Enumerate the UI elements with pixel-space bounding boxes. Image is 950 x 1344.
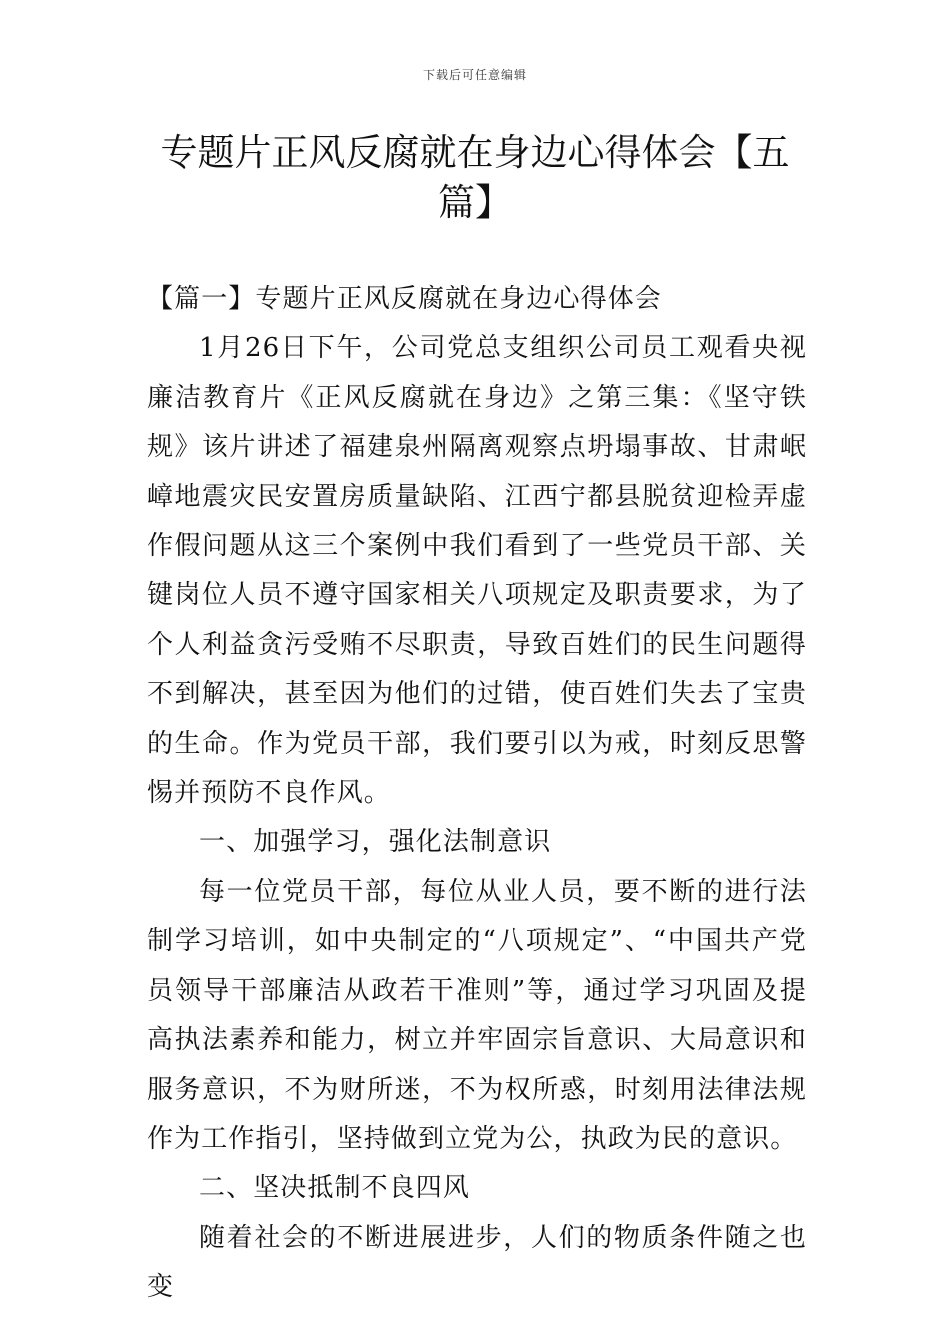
paragraph: 随着社会的不断进展进步，人们的物质条件随之也变 xyxy=(147,1222,807,1303)
subheading: 一、加强学习，强化法制意识 xyxy=(199,827,552,858)
subheading: 二、坚决抵制不良四风 xyxy=(199,1173,471,1204)
document-body xyxy=(147,275,807,1313)
document-title: 专题片正风反腐就在身边心得体会【五篇】 xyxy=(160,131,790,224)
paragraph: 1月26日下午，公司党总支组织公司员工观看央视廉洁教育片《正风反腐就在身边》之第三集：《坚守铁规》该片讲述了福建泉州隔离观察点坍塌事故、甘肃岷嶂地震灾民安置房质量缺陷、江西宁都县脱贫迎检弄虚作假问题从这三个案例中我们看到了一些党员干部、关键岗位人员不遵守国家相关八项规定及职责要求，为了个人利益贪污受贿不尽职责，导致百姓们的民生问题得不到解决，甚至因为他们的过错，使百姓们失去了宝贵的生命。作为党员干部，我们要引以为戒，时刻反思警惕并预防不良作风。 xyxy=(147,333,807,809)
paragraph: 每一位党员干部，每位从业人员，要不断的进行法制学习培训，如中央制定的“八项规定”、“中国共产党员领导干部廉洁从政若干准则”等，通过学习巩固及提高执法素养和能力，树立并牢固宗旨意识、大局意识和服务意识，不为财所迷，不为权所惑，时刻用法律法规作为工作指引，坚持做到立党为公，执政为民的意识。 xyxy=(147,876,807,1154)
section-title: 【篇一】专题片正风反腐就在身边心得体会 xyxy=(147,284,662,314)
header-note: 下载后可任意编辑 xyxy=(422,68,527,82)
